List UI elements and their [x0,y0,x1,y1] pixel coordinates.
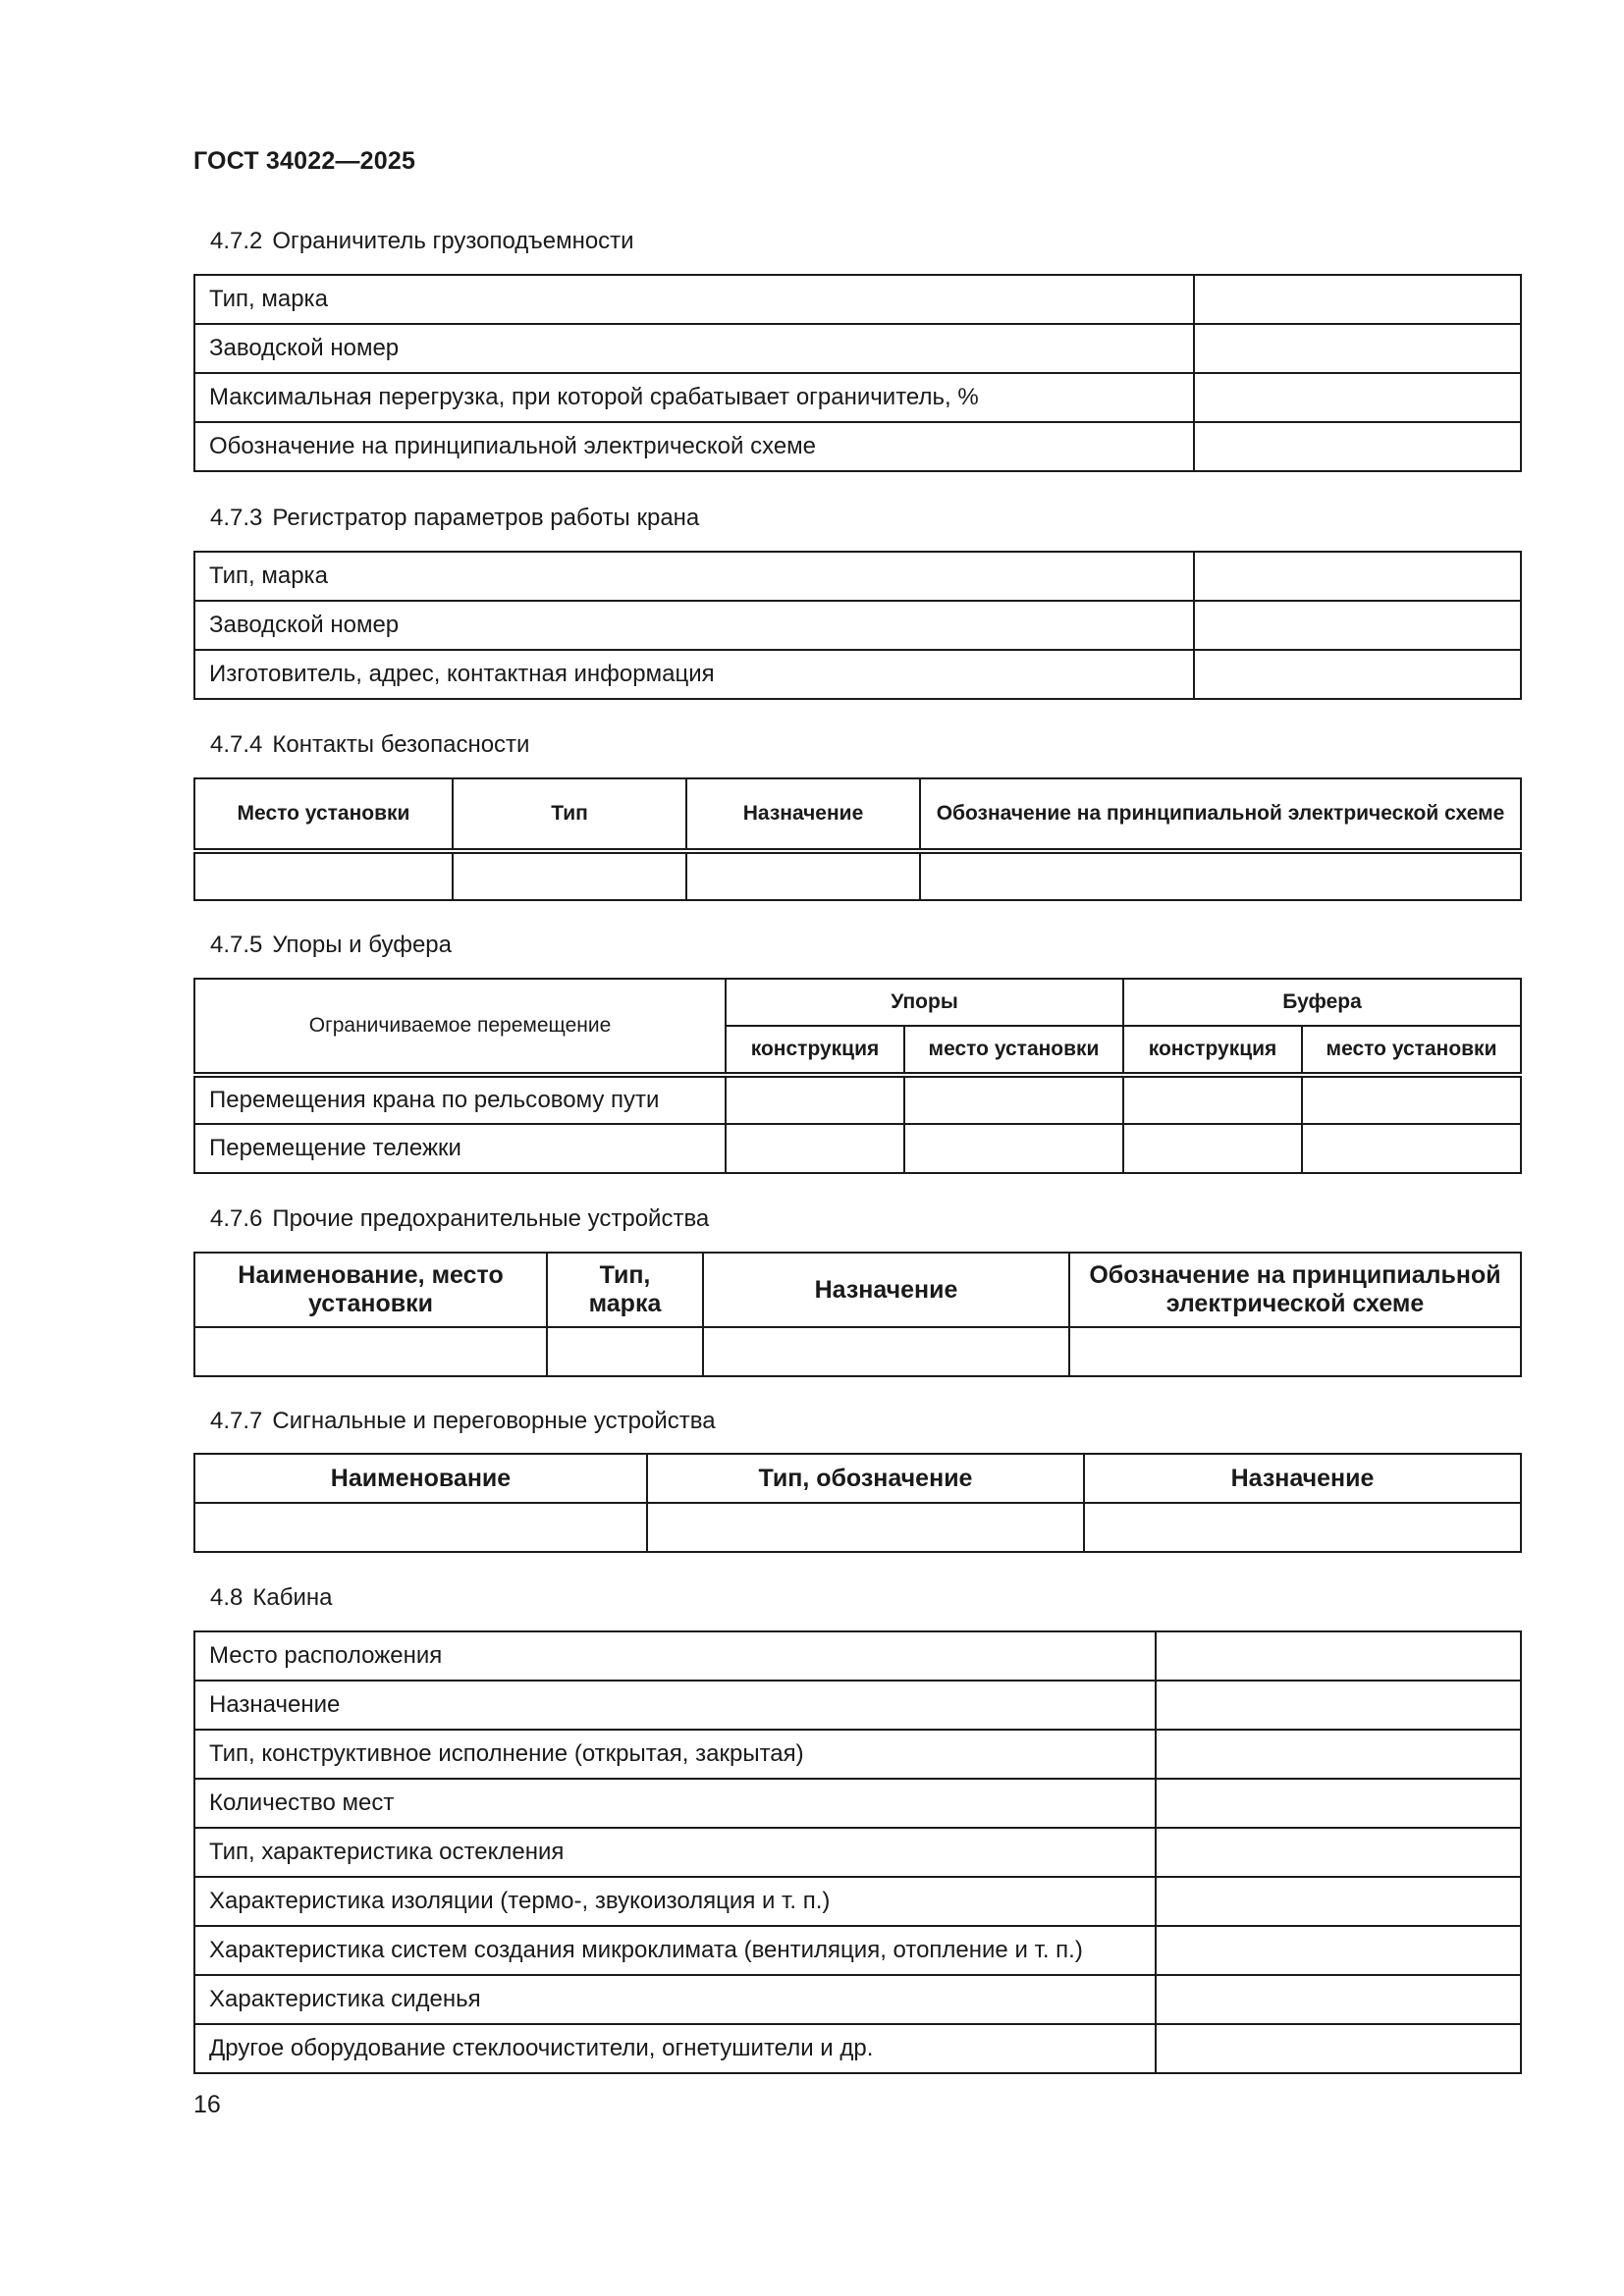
section-title-text: Кабина [252,1584,333,1611]
value-cell[interactable] [1156,1877,1521,1926]
empty-cell[interactable] [904,1124,1123,1173]
cabin-table [193,1630,1522,2074]
table-row [194,1975,1521,2024]
table-header-row [194,1253,1521,1327]
empty-cell[interactable] [1123,1075,1302,1124]
section-4-7-6-title [210,1205,709,1233]
section-title-text: Сигнальные и переговорные устройства [272,1408,716,1434]
table-row [194,1327,1521,1376]
table-header-row [194,979,1521,1026]
load-limiter-table [193,274,1522,472]
section-number: 4.7.7 [210,1408,263,1434]
column-header: Ограничиваемое перемещение [194,979,726,1075]
row-label: Обозначение на принципиальной электрической схеме [194,422,1194,471]
section-number: 4.7.4 [210,731,263,758]
row-label: Изготовитель, адрес, контактная информация [194,650,1194,699]
table-header-row [194,778,1521,851]
section-4-7-7-title [210,1408,716,1435]
table-row [194,650,1521,699]
column-header: место установки [1302,1026,1521,1075]
stops-buffers-table [193,978,1522,1174]
empty-cell[interactable] [453,851,686,900]
group-header-stops: Упоры [726,979,1123,1026]
section-number: 4.7.6 [210,1205,263,1232]
empty-cell[interactable] [904,1075,1123,1124]
document-code-header: ГОСТ 34022—2025 [193,147,416,175]
row-label: Максимальная перегрузка, при которой срабатывает ограничитель, % [194,373,1194,422]
value-cell[interactable] [1156,1779,1521,1828]
table-row [194,422,1521,471]
empty-cell[interactable] [194,1503,647,1552]
empty-cell[interactable] [686,851,920,900]
table-row [194,324,1521,373]
empty-cell[interactable] [547,1327,703,1376]
value-cell[interactable] [1156,1828,1521,1877]
row-label: Перемещения крана по рельсовому пути [194,1075,726,1124]
table-row [194,552,1521,601]
empty-cell[interactable] [1084,1503,1521,1552]
table-row [194,851,1521,900]
column-header: Назначение [1084,1454,1521,1503]
section-number: 4.7.2 [210,228,263,254]
table-row [194,373,1521,422]
row-label: Другое оборудование стеклоочистители, огнетушители и др. [194,2024,1156,2073]
row-label: Тип, конструктивное исполнение (открытая, закрытая) [194,1730,1156,1779]
empty-cell[interactable] [726,1124,904,1173]
row-label: Место расположения [194,1631,1156,1681]
safety-contacts-table [193,777,1522,901]
section-4-7-4-title [210,731,529,759]
empty-cell[interactable] [1069,1327,1521,1376]
empty-cell[interactable] [1302,1124,1521,1173]
row-label: Заводской номер [194,601,1194,650]
value-cell[interactable] [1194,552,1521,601]
value-cell[interactable] [1194,324,1521,373]
table-header-row [194,1454,1521,1503]
empty-cell[interactable] [194,851,453,900]
column-header: Назначение [703,1253,1069,1327]
column-header: Тип [453,778,686,851]
column-header: место установки [904,1026,1123,1075]
table-row [194,275,1521,324]
section-title-text: Контакты безопасности [272,731,530,758]
section-title-text: Упоры и буфера [272,932,452,958]
section-number: 4.8 [210,1584,244,1611]
value-cell[interactable] [1194,650,1521,699]
section-number: 4.7.5 [210,932,263,958]
table-row [194,1681,1521,1730]
value-cell[interactable] [1156,1730,1521,1779]
column-header: Обозначение на принципиальной электрической схеме [920,778,1521,851]
empty-cell[interactable] [1123,1124,1302,1173]
column-header: Тип, обозначение [647,1454,1084,1503]
section-number: 4.7.3 [210,505,263,531]
table-row [194,1075,1521,1124]
empty-cell[interactable] [647,1503,1084,1552]
empty-cell[interactable] [920,851,1521,900]
page-number: 16 [193,2091,221,2118]
empty-cell[interactable] [1302,1075,1521,1124]
column-header: Место установки [194,778,453,851]
row-label: Тип, марка [194,552,1194,601]
table-row [194,1124,1521,1173]
empty-cell[interactable] [726,1075,904,1124]
table-row [194,1631,1521,1681]
section-title-text: Прочие предохранительные устройства [272,1205,710,1232]
table-row [194,1926,1521,1975]
row-label: Назначение [194,1681,1156,1730]
row-label: Заводской номер [194,324,1194,373]
row-label: Характеристика изоляции (термо-, звукоизоляция и т. п.) [194,1877,1156,1926]
value-cell[interactable] [1194,422,1521,471]
column-header: Наименование, место установки [194,1253,547,1327]
table-row [194,1730,1521,1779]
value-cell[interactable] [1156,2024,1521,2073]
value-cell[interactable] [1156,1975,1521,2024]
row-label: Характеристика систем создания микроклимата (вентиляция, отопление и т. п.) [194,1926,1156,1975]
row-label: Перемещение тележки [194,1124,726,1173]
column-header: Обозначение на принципиальной электрической схеме [1069,1253,1521,1327]
value-cell[interactable] [1156,1631,1521,1681]
table-row [194,2024,1521,2073]
value-cell[interactable] [1194,373,1521,422]
table-row [194,1877,1521,1926]
column-header: конструкция [1123,1026,1302,1075]
section-title-text: Ограничитель грузоподъемности [272,228,634,254]
value-cell[interactable] [1194,601,1521,650]
empty-cell[interactable] [194,1327,547,1376]
empty-cell[interactable] [703,1327,1069,1376]
row-label: Количество мест [194,1779,1156,1828]
signal-devices-table [193,1453,1522,1553]
section-4-7-2-title [210,228,634,255]
group-header-buffers: Буфера [1123,979,1521,1026]
row-label: Тип, характеристика остекления [194,1828,1156,1877]
table-row [194,1503,1521,1552]
column-header: Наименование [194,1454,647,1503]
section-4-7-3-title [210,505,699,532]
table-row [194,1828,1521,1877]
column-header: Назначение [686,778,920,851]
value-cell[interactable] [1194,275,1521,324]
value-cell[interactable] [1156,1681,1521,1730]
value-cell[interactable] [1156,1926,1521,1975]
table-row [194,601,1521,650]
column-header: конструкция [726,1026,904,1075]
table-row [194,1779,1521,1828]
crane-recorder-table [193,551,1522,700]
row-label: Тип, марка [194,275,1194,324]
protective-devices-table [193,1252,1522,1377]
section-4-7-5-title [210,932,452,959]
section-title-text: Регистратор параметров работы крана [272,505,700,531]
row-label: Характеристика сиденья [194,1975,1156,2024]
column-header: Тип, марка [547,1253,703,1327]
section-4-8-title [210,1584,332,1612]
